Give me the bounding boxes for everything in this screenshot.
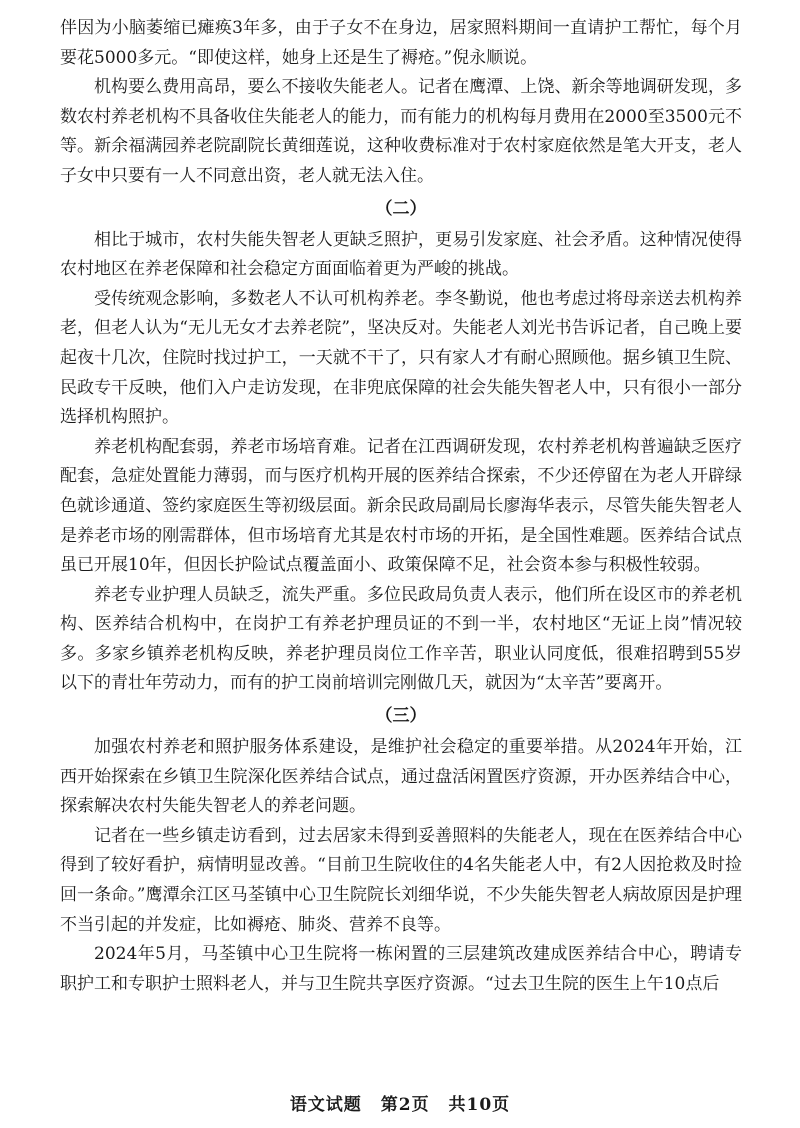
section-heading-3: （三） (375, 706, 427, 727)
exam-page-body (60, 14, 742, 999)
section2-paragraph-1: 相比于城市，农村失能失智老人更缺乏照护，更易引发家庭、社会矛盾。这种情况使得农村地区在养老保障和社会稳定方面面临着更为严峻的挑战。 (60, 229, 742, 280)
paragraph-continued: 伴因为小脑萎缩已瘫痪3年多，由于子女不在身边，居家照料期间一直请护工帮忙，每个月要花5000多元。“即使这样，她身上还是生了褥疮。”倪永顺说。 (60, 18, 742, 68)
page-footer (0, 1090, 800, 1115)
section3-paragraph-1: 加强农村养老和照护服务体系建设，是维护社会稳定的重要举措。从2024年开始，江西开始探索在乡镇卫生院深化医养结合试点，通过盘活闲置医疗资源，开办医养结合中心，探索解决农村失能失智老人的养老问题。 (60, 737, 742, 817)
section3-paragraph-3: 2024年5月，马荃镇中心卫生院将一栋闲置的三层建筑改建成医养结合中心，聘请专职护工和专职护士照料老人，并与卫生院共享医疗资源。“过去卫生院的医生上午10点后 (60, 944, 742, 994)
section3-paragraph-2: 记者在一些乡镇走访看到，过去居家未得到妥善照料的失能老人，现在在医养结合中心得到了较好看护，病情明显改善。“目前卫生院收住的4名失能老人中，有2人因抢救及时捡回一条命。”鹰潭余江区马荃镇中心卫生院院长刘细华说，不少失能失智老人病故原因是护理不当引起的并发症，比如褥疮、肺炎、营养不良等。 (60, 825, 742, 935)
paragraph-institution-costs: 机构要么费用高昂，要么不接收失能老人。记者在鹰潭、上饶、新余等地调研发现，多数农村养老机构不具备收住失能老人的能力，而有能力的机构每月费用在2000至3500元不等。新余福满园养老院副院长黄细莲说，这种收费标准对于农村家庭依然是笔大开支，老人子女中只要有一人不同意出资，老人就无法入住。 (60, 77, 742, 186)
section2-paragraph-2: 受传统观念影响，多数老人不认可机构养老。李冬勤说，他也考虑过将母亲送去机构养老，但老人认为“无儿无女才去养老院”，坚决反对。失能老人刘光书告诉记者，自己晚上要起夜十几次，住院时找过护工，一天就不干了，只有家人才有耐心照顾他。据乡镇卫生院、民政专干反映，他们入户走访发现，在非兜底保障的社会失能失智老人中，只有很小一部分选择机构照护。 (60, 288, 742, 428)
section2-paragraph-4: 养老专业护理人员缺乏，流失严重。多位民政局负责人表示，他们所在设区市的养老机构、医养结合机构中，在岗护工有养老护理员证的不到一半，农村地区“无证上岗”情况较多。多家乡镇养老机构反映，养老护理员岗位工作辛苦，职业认同度低，很难招聘到55岁以下的青壮年劳动力，而有的护工岗前培训完刚做几天，就因为“太辛苦”要离开。 (60, 584, 742, 694)
footer-subject: 语文试题 (289, 1095, 362, 1115)
footer-total-pages: 共10页 (448, 1095, 511, 1115)
footer-page-number: 第2页 (380, 1095, 430, 1115)
section-heading-2: （二） (375, 198, 427, 219)
section2-paragraph-3: 养老机构配套弱，养老市场培育难。记者在江西调研发现，农村养老机构普遍缺乏医疗配套，急症处置能力薄弱，而与医疗机构开展的医养结合探索，不少还停留在为老人开辟绿色就诊通道、签约家庭医生等初级层面。新余民政局副局长廖海华表示，尽管失能失智老人是养老市场的刚需群体，但市场培育尤其是农村市场的开拓，是全国性难题。医养结合试点虽已开展10年，但因长护险试点覆盖面小、政策保障不足，社会资本参与积极性较弱。 (60, 436, 742, 576)
